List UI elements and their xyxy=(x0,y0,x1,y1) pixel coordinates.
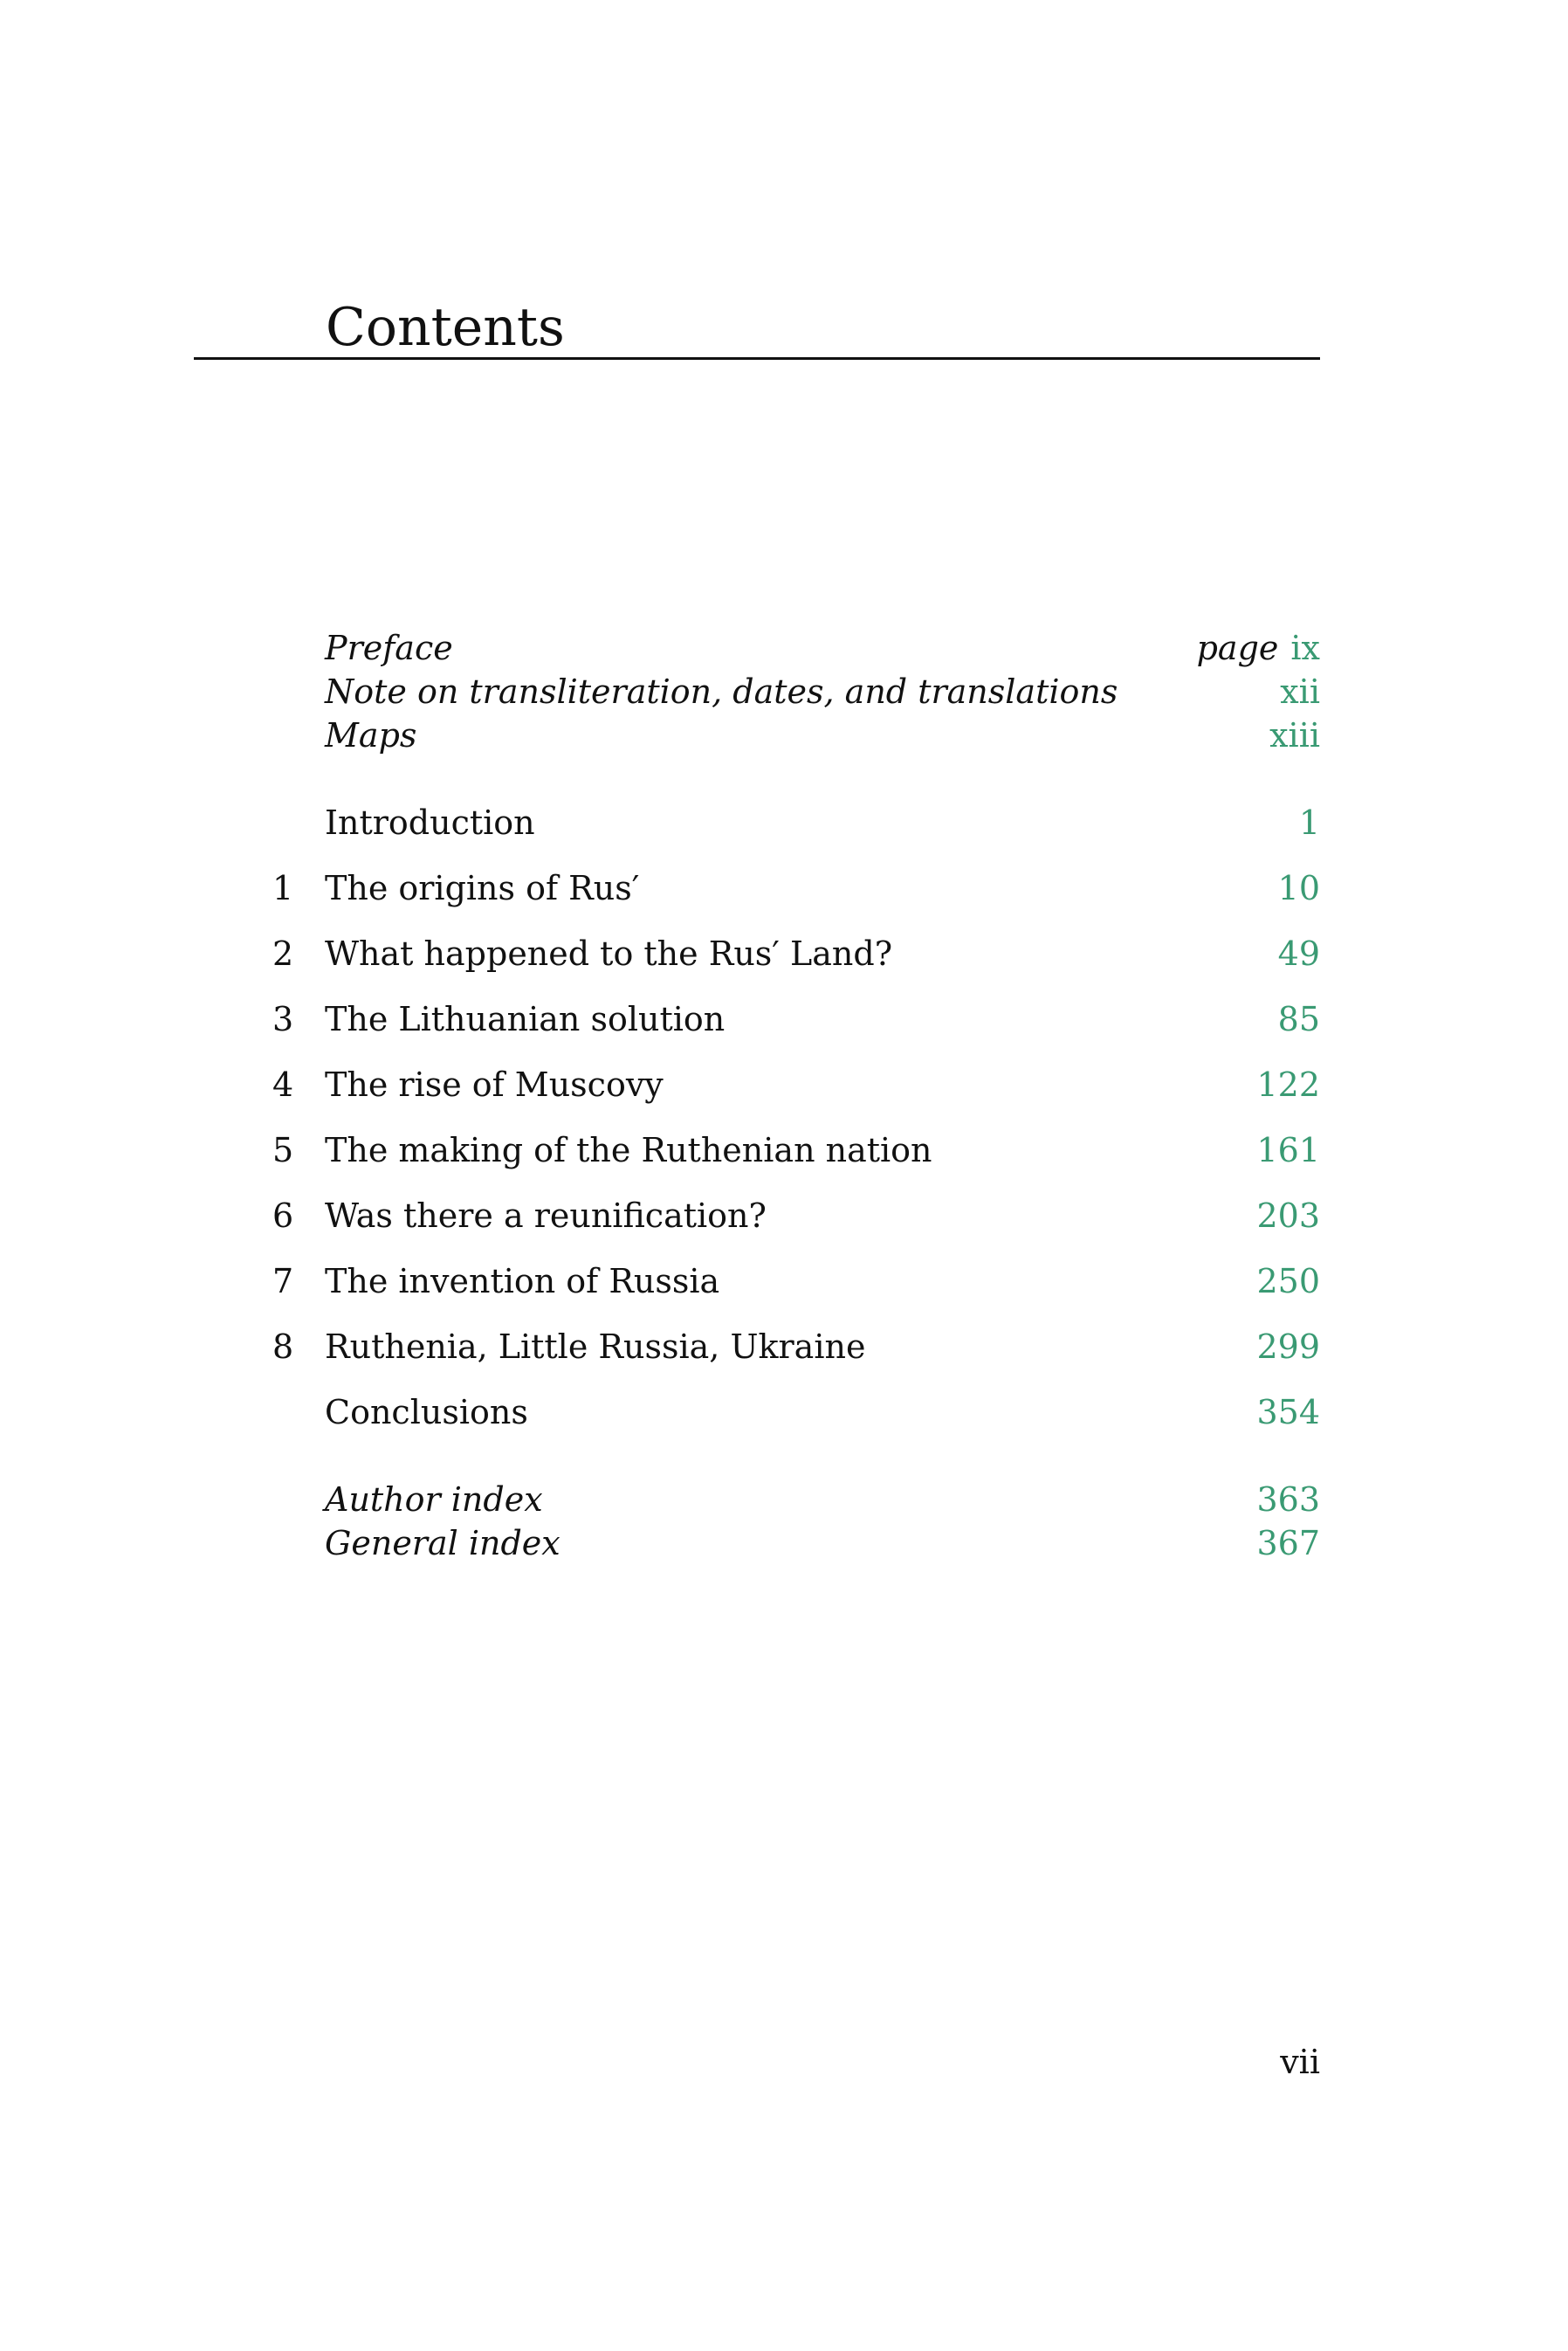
chapter-number: 8 xyxy=(272,1327,294,1366)
toc-entry-title: The Lithuanian solution xyxy=(325,1000,726,1038)
toc-entry-title: The making of the Ruthenian nation xyxy=(325,1131,932,1169)
toc-entry-title: Was there a reunification? xyxy=(325,1196,767,1235)
page-number: 299 xyxy=(1256,1327,1320,1366)
toc-entry-chapter-6[interactable] xyxy=(194,1194,1320,1238)
page-number: 161 xyxy=(1256,1131,1320,1169)
toc-entry-page xyxy=(1256,1128,1320,1172)
chapter-number: 4 xyxy=(272,1065,294,1104)
toc-entry-chapter-4[interactable] xyxy=(194,1063,1320,1107)
toc-entry-chapter-8[interactable] xyxy=(194,1325,1320,1369)
toc-entry-note-on-transliteration[interactable] xyxy=(194,670,1320,714)
toc-entry-preface[interactable] xyxy=(194,626,1320,670)
toc-entry-title: Preface xyxy=(325,629,453,667)
chapter-number: 3 xyxy=(272,1000,294,1038)
toc-entry-chapter-1[interactable] xyxy=(194,866,1320,910)
toc-entry-general-index[interactable] xyxy=(194,1521,1320,1565)
page-number: 1 xyxy=(1298,803,1320,842)
toc-entry-chapter-3[interactable] xyxy=(194,997,1320,1041)
toc-entry-page xyxy=(1256,1194,1320,1238)
toc-entry-title: What happened to the Rus′ Land? xyxy=(325,934,893,973)
page-number: 10 xyxy=(1277,869,1320,907)
page-number: 363 xyxy=(1256,1480,1320,1519)
page-number: 122 xyxy=(1256,1065,1320,1104)
toc-entry-page xyxy=(1197,626,1320,670)
toc-entry-page xyxy=(1256,1259,1320,1303)
chapter-number: 2 xyxy=(272,934,294,973)
page-number: 49 xyxy=(1277,934,1320,973)
page-number: 354 xyxy=(1256,1393,1320,1431)
toc-entry-conclusions[interactable] xyxy=(194,1390,1320,1434)
toc-entry-title: General index xyxy=(325,1524,560,1562)
toc-entry-page xyxy=(1269,714,1320,757)
toc-entry-page xyxy=(1278,932,1320,976)
toc-entry-page xyxy=(1256,1063,1320,1107)
toc-entry-title: Ruthenia, Little Russia, Ukraine xyxy=(325,1327,866,1366)
toc-entry-page xyxy=(1256,1390,1320,1434)
page-number: 203 xyxy=(1256,1196,1320,1235)
toc-entry-maps[interactable] xyxy=(194,714,1320,757)
toc-entry-introduction[interactable] xyxy=(194,801,1320,845)
chapter-number: 6 xyxy=(272,1196,294,1235)
chapter-number: 7 xyxy=(272,1262,294,1300)
toc-entry-title: The rise of Muscovy xyxy=(325,1065,664,1104)
toc-entry-title: Introduction xyxy=(325,803,535,842)
page-label: page xyxy=(1196,629,1279,667)
title-rule xyxy=(194,357,1320,360)
toc-entry-page xyxy=(1256,1521,1320,1565)
toc-entry-title: Author index xyxy=(325,1480,543,1519)
page-number: xiii xyxy=(1269,716,1320,755)
toc-entry-page xyxy=(1299,801,1320,845)
toc-entry-title: The origins of Rus′ xyxy=(325,869,640,907)
toc-entry-author-index[interactable] xyxy=(194,1478,1320,1521)
toc-entry-page xyxy=(1278,866,1320,910)
page-number: xii xyxy=(1280,672,1320,711)
toc-entry-title: Maps xyxy=(325,716,417,755)
toc-entry-title: Note on transliteration, dates, and translations xyxy=(325,672,1118,711)
chapter-number: 5 xyxy=(272,1131,294,1169)
toc-entry-page xyxy=(1256,1478,1320,1521)
page-title: Contents xyxy=(326,297,565,359)
page-number: 367 xyxy=(1256,1524,1320,1562)
chapter-number: 1 xyxy=(272,869,294,907)
page-folio: vii xyxy=(1280,2043,1320,2081)
toc-entry-page xyxy=(1278,997,1320,1041)
toc-entry-chapter-2[interactable] xyxy=(194,932,1320,976)
page-number: 85 xyxy=(1277,1000,1320,1038)
toc-entry-page xyxy=(1280,670,1320,714)
page-number: ix xyxy=(1290,629,1320,667)
toc-entry-page xyxy=(1256,1325,1320,1369)
page-number: 250 xyxy=(1256,1262,1320,1300)
toc-entry-title: Conclusions xyxy=(325,1393,528,1431)
toc-entry-chapter-5[interactable] xyxy=(194,1128,1320,1172)
toc-entry-title: The invention of Russia xyxy=(325,1262,720,1300)
toc-entry-chapter-7[interactable] xyxy=(194,1259,1320,1303)
